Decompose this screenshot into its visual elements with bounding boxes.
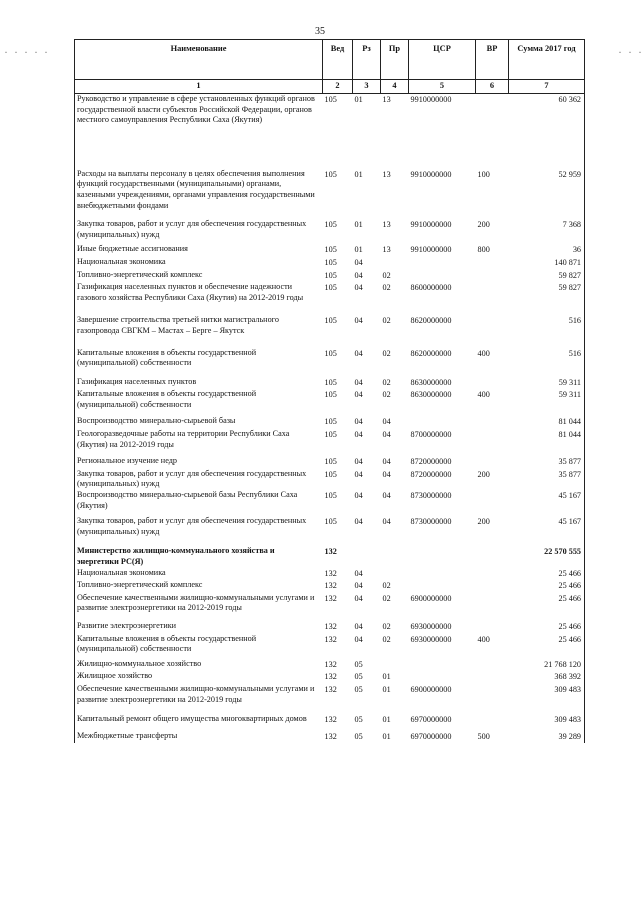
cell-ved: 105: [324, 430, 337, 440]
cell-rz: 04: [354, 491, 363, 501]
cell-pr: 02: [382, 316, 391, 326]
budget-table: [5, 39, 644, 743]
cell-rz: 04: [354, 568, 363, 578]
column-header-name-label: Наименование: [170, 44, 227, 53]
cell-rz: 01: [354, 169, 363, 179]
cell-sum: 39 289: [509, 731, 585, 744]
cell-pr: 02: [382, 581, 391, 591]
cell-name: Капитальные вложения в объекты государственной (муниципальной) собственности: [75, 389, 323, 416]
cell-rz: 04: [354, 517, 363, 527]
table-row: [75, 568, 585, 581]
table-row: [75, 456, 585, 469]
cell-pr: 02: [382, 634, 391, 644]
cell-rz: 04: [354, 390, 363, 400]
cell-rz: 04: [354, 316, 363, 326]
cell-pr: 01: [382, 731, 391, 741]
cell-rz: 04: [354, 377, 363, 387]
cell-ved: 105: [324, 283, 337, 293]
cell-vr: [476, 684, 509, 714]
cell-name: Топливно-энергетический комплекс: [75, 270, 323, 283]
cell-pr: [381, 568, 409, 581]
cell-vr: 500: [477, 731, 490, 741]
cell-pr: 13: [382, 95, 391, 104]
table-body: [75, 94, 585, 744]
cell-name: Жилищное хозяйство: [75, 671, 323, 684]
cell-sum: 52 959: [509, 169, 585, 219]
cell-vr: [476, 593, 509, 621]
table-row: [75, 270, 585, 283]
table-row: [75, 714, 585, 731]
cell-sum: 516: [509, 348, 585, 377]
cell-ved: 105: [324, 517, 337, 527]
cell-name: Национальная экономика: [75, 568, 323, 581]
cell-csr: 8700000000: [410, 430, 452, 440]
cell-name: Газификация населенных пунктов и обеспечение надежности газового хозяйства Республики Саха (Якутия) на 2012-2019 годы: [75, 282, 323, 315]
cell-vr: 200: [477, 469, 490, 479]
cell-pr: 04: [382, 517, 391, 527]
table-row: [75, 219, 585, 244]
cell-pr: [381, 659, 409, 672]
cell-pr: 02: [382, 377, 391, 387]
cell-pr: 02: [382, 270, 391, 280]
cell-sum: 25 466: [509, 580, 585, 593]
cell-sum: 25 466: [509, 621, 585, 634]
cell-sum: 25 466: [509, 634, 585, 659]
column-header-sum: [509, 40, 644, 80]
cell-pr: 13: [382, 169, 391, 179]
cell-sum: 309 483: [509, 684, 585, 714]
column-header-sum-label: Сумма 2017 год: [517, 44, 576, 53]
cell-ved: 105: [324, 390, 337, 400]
cell-sum: 45 167: [509, 516, 585, 546]
cell-sum: 36: [509, 244, 585, 257]
cell-vr: [476, 659, 509, 672]
cell-rz: 04: [354, 430, 363, 440]
cell-name: Закупка товаров, работ и услуг для обеспечения государственных (муниципальных) нужд: [75, 219, 323, 244]
cell-csr: 6930000000: [410, 634, 452, 644]
cell-csr: [409, 580, 476, 593]
table-row: [75, 469, 585, 490]
table-row: [75, 684, 585, 714]
table-row: [75, 621, 585, 634]
cell-ved: 105: [324, 169, 337, 179]
cell-vr: [476, 714, 509, 731]
cell-name: Обеспечение качественными жилищно-коммунальными услугами и развитие электроэнергетики на 2012-2019 годы: [75, 593, 323, 621]
table-row: [75, 416, 585, 429]
cell-rz: 04: [354, 634, 363, 644]
cell-ved: 105: [324, 270, 337, 280]
cell-rz: 04: [354, 457, 363, 467]
cell-pr: 04: [382, 491, 391, 501]
cell-pr: 01: [382, 715, 391, 725]
cell-csr: 8730000000: [410, 517, 452, 527]
cell-rz: 04: [354, 270, 363, 280]
column-number-2: 2: [323, 80, 353, 94]
cell-sum: 35 877: [509, 456, 585, 469]
cell-sum: 309 483: [509, 714, 585, 731]
cell-rz: 04: [354, 257, 363, 267]
column-header-rz: Рз: [353, 40, 381, 80]
cell-csr: 9910000000: [410, 245, 452, 255]
budget-sheet: [5, 39, 644, 743]
cell-vr: [476, 429, 509, 456]
cell-vr: [476, 671, 509, 684]
table-row: [75, 94, 585, 169]
cell-csr: 8620000000: [410, 316, 452, 326]
cell-csr: [409, 671, 476, 684]
cell-vr: [476, 416, 509, 429]
cell-vr: [476, 456, 509, 469]
cell-rz: 05: [354, 731, 363, 741]
cell-rz: 05: [354, 659, 363, 669]
table-row: [75, 731, 585, 744]
margin-mark-left: . . . . .: [5, 46, 50, 55]
cell-pr: 02: [382, 283, 391, 293]
cell-csr: [409, 568, 476, 581]
cell-pr: 02: [382, 390, 391, 400]
cell-pr: 02: [382, 593, 391, 603]
cell-ved: 105: [324, 417, 337, 427]
cell-pr: [381, 257, 409, 270]
cell-ved: 105: [324, 469, 337, 479]
cell-sum: 59 311: [509, 377, 585, 390]
cell-csr: 8720000000: [410, 457, 452, 467]
cell-name: Жилищно-коммунальное хозяйство: [75, 659, 323, 672]
cell-ved: 105: [324, 245, 337, 255]
table-row: [75, 634, 585, 659]
cell-ved: 105: [324, 95, 337, 104]
cell-pr: 04: [382, 469, 391, 479]
header-row: [75, 40, 585, 80]
cell-csr: 6900000000: [410, 684, 452, 694]
cell-csr: 9910000000: [410, 95, 452, 104]
cell-pr: 13: [382, 245, 391, 255]
table-row: [75, 580, 585, 593]
cell-rz: 04: [354, 348, 363, 358]
column-header-csr: ЦСР: [409, 40, 476, 80]
cell-rz: 04: [354, 469, 363, 479]
column-header-pr: Пр: [381, 40, 409, 80]
cell-csr: 8630000000: [410, 390, 452, 400]
cell-name: Межбюджетные трансферты: [75, 731, 323, 744]
cell-csr: 6930000000: [410, 621, 452, 631]
cell-ved: 105: [324, 220, 337, 230]
column-number-4: 4: [381, 80, 409, 94]
cell-vr: 400: [477, 348, 490, 358]
cell-sum: 59 311: [509, 389, 585, 416]
table-row: [75, 593, 585, 621]
page-number: 35: [315, 26, 325, 37]
cell-rz: 01: [354, 245, 363, 255]
table-row: [75, 169, 585, 219]
cell-ved: 132: [324, 684, 337, 694]
cell-name: Капитальные вложения в объекты государственной (муниципальной) собственности: [75, 634, 323, 659]
cell-vr: 400: [477, 390, 490, 400]
table-row: [75, 315, 585, 347]
table-row: [75, 244, 585, 257]
cell-ved: 132: [324, 672, 337, 682]
cell-pr: 13: [382, 220, 391, 230]
cell-rz: 04: [354, 581, 363, 591]
cell-sum: 21 768 120: [509, 659, 585, 672]
cell-name: Топливно-энергетический комплекс: [75, 580, 323, 593]
cell-vr: [476, 257, 509, 270]
cell-sum: 59 827: [509, 270, 585, 283]
cell-csr: 8600000000: [410, 283, 452, 293]
cell-vr: [476, 546, 509, 567]
cell-ved: 132: [324, 659, 337, 669]
column-number-3: 3: [353, 80, 381, 94]
cell-vr: [476, 315, 509, 347]
cell-csr: [409, 659, 476, 672]
cell-rz: 01: [354, 95, 363, 104]
cell-sum: 59 827: [509, 282, 585, 315]
cell-rz: 04: [354, 283, 363, 293]
cell-name: Региональное изучение недр: [75, 456, 323, 469]
table-row: [75, 490, 585, 516]
cell-name: Газификация населенных пунктов: [75, 377, 323, 390]
cell-csr: 9910000000: [410, 169, 452, 179]
cell-pr: 04: [382, 417, 391, 427]
cell-ved: 132: [324, 731, 337, 741]
cell-name: Воспроизводство минерально-сырьевой базы: [75, 416, 323, 429]
cell-name: Закупка товаров, работ и услуг для обеспечения государственных (муниципальных) нужд: [75, 516, 323, 546]
table-row: [75, 389, 585, 416]
cell-ved: 132: [324, 547, 337, 557]
cell-sum: 81 044: [509, 416, 585, 429]
cell-csr: 6970000000: [410, 715, 452, 725]
cell-rz: 05: [354, 715, 363, 725]
cell-sum: 25 466: [509, 568, 585, 581]
cell-csr: 6900000000: [410, 593, 452, 603]
cell-vr: 400: [477, 634, 490, 644]
cell-vr: 200: [477, 517, 490, 527]
cell-name: Национальная экономика: [75, 257, 323, 270]
cell-csr: 8730000000: [410, 491, 452, 501]
cell-ved: 105: [324, 257, 337, 267]
cell-ved: 132: [324, 593, 337, 603]
cell-sum: 35 877: [509, 469, 585, 490]
table-row: [75, 659, 585, 672]
cell-csr: [409, 270, 476, 283]
column-number-7: 7: [509, 80, 585, 94]
cell-ved: 132: [324, 568, 337, 578]
cell-rz: 05: [354, 684, 363, 694]
cell-vr: [476, 94, 509, 169]
cell-name: Геологоразведочные работы на территории Республики Саха (Якутия) на 2012-2019 годы: [75, 429, 323, 456]
cell-ved: 105: [324, 316, 337, 326]
cell-vr: [476, 282, 509, 315]
table-row: [75, 429, 585, 456]
table-row: [75, 377, 585, 390]
cell-pr: 01: [382, 672, 391, 682]
cell-sum: 368 392: [509, 671, 585, 684]
cell-name: Иные бюджетные ассигнования: [75, 244, 323, 257]
cell-sum: 140 871: [509, 257, 585, 270]
cell-rz: [353, 546, 381, 567]
cell-sum: 22 570 555: [509, 546, 585, 567]
cell-name: Закупка товаров, работ и услуг для обеспечения государственных (муниципальных) нужд: [75, 469, 323, 490]
cell-name: Капитальные вложения в объекты государственной (муниципальной) собственности: [75, 348, 323, 377]
cell-sum: 7 368: [509, 219, 585, 244]
cell-ved: 132: [324, 621, 337, 631]
cell-pr: 01: [382, 684, 391, 694]
cell-csr: [409, 546, 476, 567]
cell-vr: [476, 621, 509, 634]
cell-rz: 04: [354, 621, 363, 631]
cell-name: Капитальный ремонт общего имущества многоквартирных домов: [75, 714, 323, 731]
cell-vr: 100: [477, 169, 490, 179]
table-row: [75, 546, 585, 567]
cell-rz: 04: [354, 417, 363, 427]
cell-ved: 105: [324, 457, 337, 467]
cell-sum: 45 167: [509, 490, 585, 516]
cell-pr: 04: [382, 430, 391, 440]
column-header-name: [5, 40, 323, 80]
cell-name: Руководство и управление в сфере установленных функций органов государственной власти субъектов Российской Федерации, органов местного самоуправления Республики Саха (Якутия): [75, 94, 323, 169]
cell-rz: 05: [354, 672, 363, 682]
cell-ved: 105: [324, 491, 337, 501]
cell-vr: 800: [477, 245, 490, 255]
cell-vr: [476, 490, 509, 516]
cell-vr: [476, 580, 509, 593]
cell-ved: 132: [324, 581, 337, 591]
cell-vr: [476, 377, 509, 390]
cell-rz: 01: [354, 220, 363, 230]
cell-rz: 04: [354, 593, 363, 603]
column-number-1: 1: [75, 80, 323, 94]
cell-pr: 02: [382, 348, 391, 358]
cell-ved: 132: [324, 634, 337, 644]
cell-pr: 02: [382, 621, 391, 631]
cell-ved: 105: [324, 348, 337, 358]
column-number-5: 5: [409, 80, 476, 94]
cell-ved: 105: [324, 377, 337, 387]
cell-csr: [409, 416, 476, 429]
cell-pr: 04: [382, 457, 391, 467]
cell-vr: [476, 270, 509, 283]
cell-csr: 8720000000: [410, 469, 452, 479]
cell-csr: 8620000000: [410, 348, 452, 358]
cell-pr: [381, 546, 409, 567]
cell-csr: [409, 257, 476, 270]
column-number-6: 6: [476, 80, 509, 94]
column-header-vr: ВР: [476, 40, 509, 80]
cell-vr: [476, 568, 509, 581]
cell-name: Расходы на выплаты персоналу в целях обеспечения выполнения функций государственными (муниципальными) органами, казенными учреждениями, органами управления государственными внебюджетными фондами: [75, 169, 323, 219]
cell-vr: 200: [477, 220, 490, 230]
table-row: [75, 516, 585, 546]
cell-csr: 9910000000: [410, 220, 452, 230]
cell-name: Обеспечение качественными жилищно-коммунальными услугами и развитие электроэнергетики на 2012-2019 годы: [75, 684, 323, 714]
cell-name: Воспроизводство минерально-сырьевой базы Республики Саха (Якутия): [75, 490, 323, 516]
cell-ved: 132: [324, 715, 337, 725]
table-row: [75, 282, 585, 315]
column-header-ved: Вед: [323, 40, 353, 80]
cell-sum: 81 044: [509, 429, 585, 456]
margin-mark-right: . . .: [619, 46, 644, 55]
column-number-row: [75, 80, 585, 94]
table-row: [75, 257, 585, 270]
cell-name: Завершение строительства третьей нитки магистрального газопровода СВГКМ – Мастах – Берге – Якутск: [75, 315, 323, 347]
table-row: [75, 671, 585, 684]
cell-sum: 60 362: [509, 94, 585, 169]
cell-name: Министерство жилищно-коммунального хозяйства и энергетики РС(Я): [75, 546, 323, 567]
cell-sum: 516: [509, 315, 585, 347]
cell-sum: 25 466: [509, 593, 585, 621]
cell-name: Развитие электроэнергетики: [75, 621, 323, 634]
table-row: [75, 348, 585, 377]
cell-csr: 6970000000: [410, 731, 452, 741]
cell-csr: 8630000000: [410, 377, 452, 387]
